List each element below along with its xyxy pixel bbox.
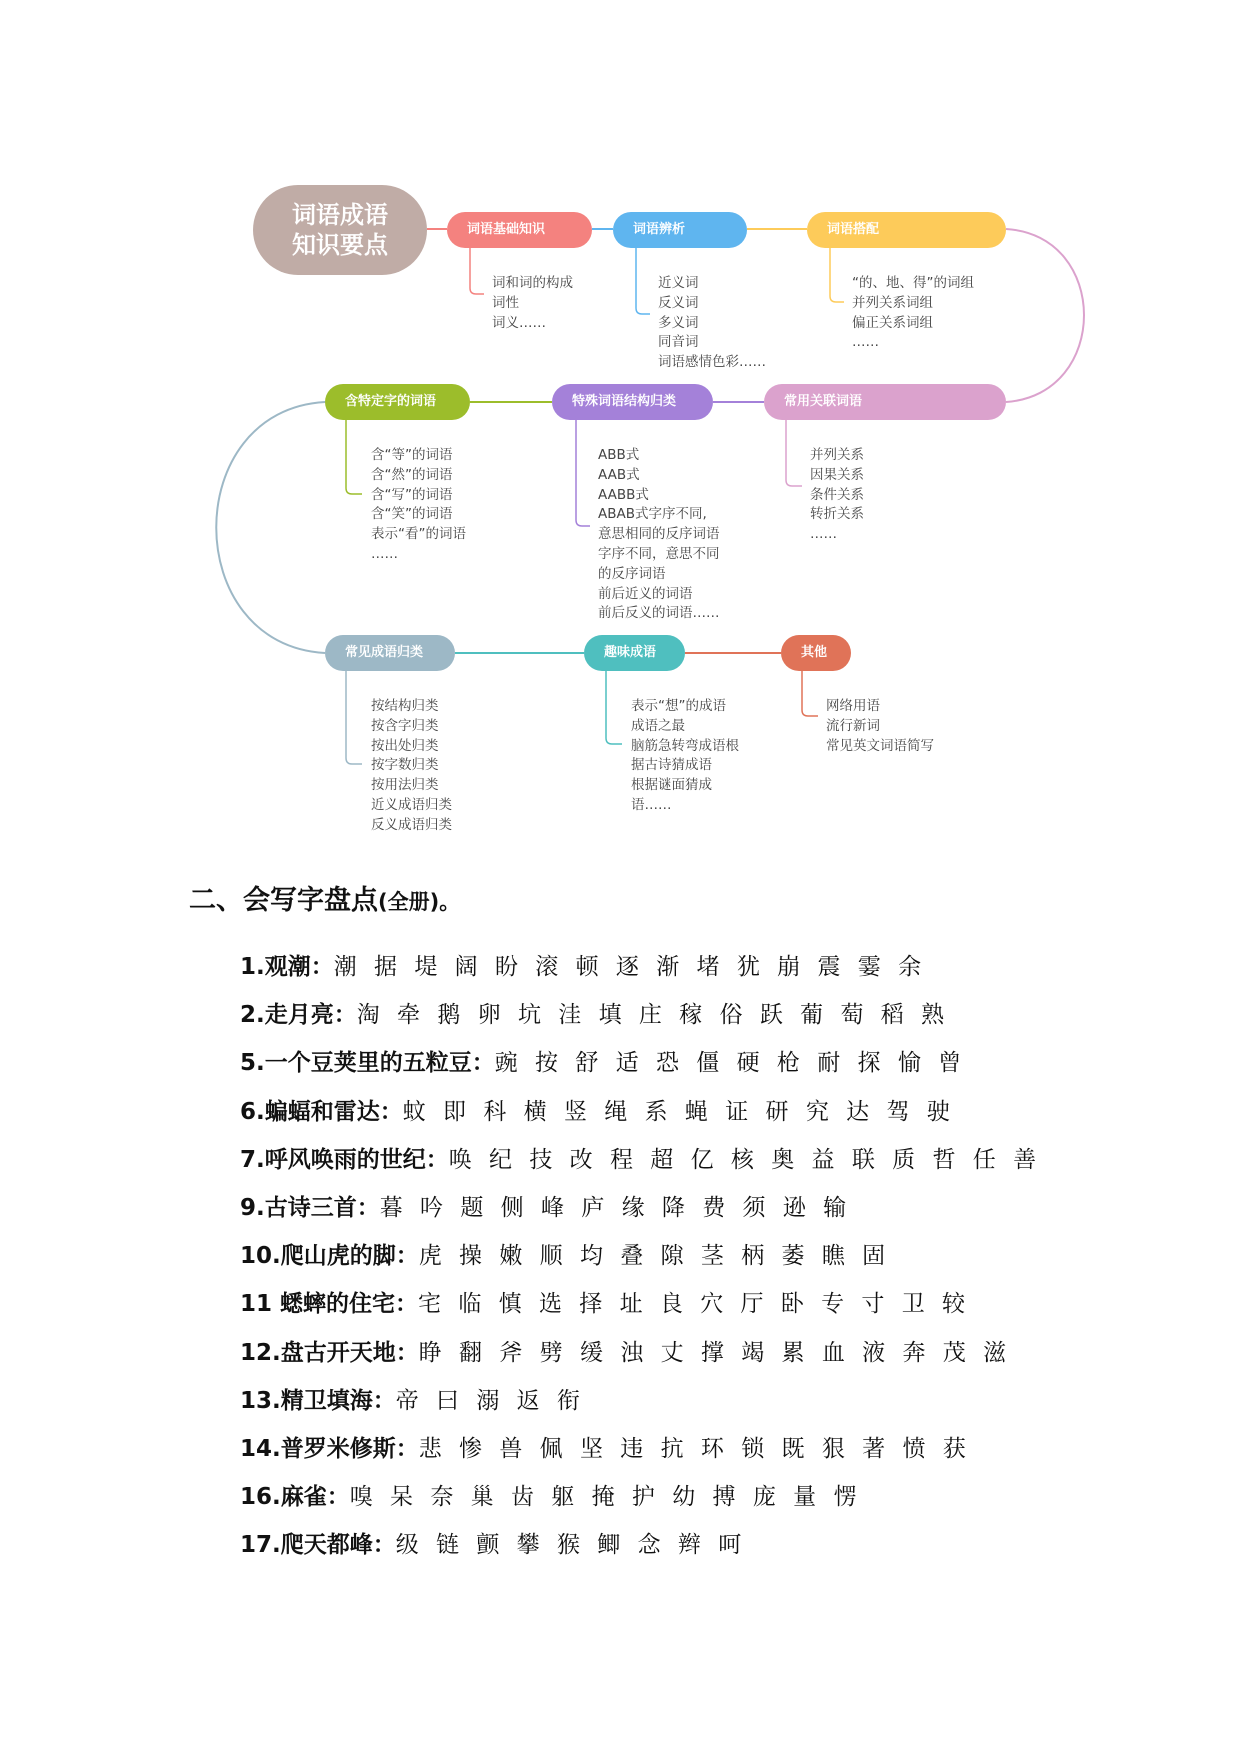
lesson-title: 17.爬天都峰： — [240, 1532, 396, 1559]
lesson-row — [240, 1093, 951, 1126]
lesson-title: 2.走月亮： — [240, 1002, 357, 1029]
lesson-title: 13.精卫填海： — [240, 1387, 396, 1414]
detail-item: 条件关系 — [810, 486, 864, 503]
detail-item: ABAB式字序不同, — [598, 506, 707, 523]
detail-item: 含“等”的词语 — [371, 447, 453, 463]
mindmap-node-details — [852, 274, 974, 353]
lesson-row — [240, 1044, 962, 1077]
detail-item: 近义词 — [658, 275, 699, 291]
lesson-title: 5.一个豆荚里的五粒豆： — [240, 1050, 495, 1077]
detail-item: 按用法归类 — [371, 777, 439, 794]
center-line-2: 知识要点 — [292, 231, 388, 259]
center-line-1: 词语成语 — [292, 201, 388, 229]
lesson-title: 7.呼风唤雨的世纪： — [240, 1146, 449, 1173]
mindmap-node-details — [810, 446, 864, 545]
mindmap-node: 特殊词语结构归类 — [552, 384, 713, 420]
detail-item: 含“笑”的词语 — [371, 506, 453, 523]
detail-item: 近义成语归类 — [371, 796, 452, 813]
mindmap-node-details — [658, 274, 766, 373]
mindmap-node: 常用关联词语 — [764, 384, 1006, 420]
detail-item: 字序不同，意思不同 — [598, 545, 720, 562]
detail-item: 根据谜面猜成 — [631, 777, 712, 794]
detail-item: 词义…… — [492, 314, 546, 331]
mindmap-node-details — [371, 697, 452, 836]
detail-item: 并列关系词组 — [852, 294, 933, 311]
detail-item: 脑筋急转弯成语根 — [631, 737, 739, 754]
detail-item: 据古诗猜成语 — [631, 757, 712, 774]
detail-item: 含“写”的词语 — [371, 486, 453, 503]
mindmap-node: 含特定字的词语 — [325, 384, 470, 420]
detail-item: 词语感情色彩…… — [658, 354, 766, 371]
lesson-characters: 帝 曰 溺 返 衔 — [395, 1387, 581, 1414]
detail-item: 前后反义的词语…… — [598, 605, 720, 622]
mindmap-node: 词语搭配 — [807, 212, 1006, 248]
lesson-row — [240, 1141, 1037, 1174]
lesson-characters: 宅 临 慎 选 择 址 良 穴 厅 卧 专 寸 卫 较 — [418, 1291, 967, 1318]
detail-item: 偏正关系词组 — [852, 314, 933, 331]
lesson-characters: 嗅 呆 奈 巢 齿 躯 掩 护 幼 搏 庞 量 愣 — [349, 1484, 858, 1511]
lesson-title: 1.观潮： — [240, 954, 334, 980]
section-title-text: 二、会写字盘点 — [189, 885, 378, 916]
mindmap-node-details — [598, 446, 720, 624]
lesson-characters: 淘 牵 鹅 卵 坑 洼 填 庄 稼 俗 跃 葡 萄 稻 熟 — [356, 1002, 946, 1029]
detail-item: 流行新词 — [826, 717, 880, 734]
detail-item: 多义词 — [658, 314, 699, 331]
detail-item: 的反序词语 — [598, 565, 666, 582]
detail-item: 反义词 — [658, 294, 699, 311]
lesson-row — [240, 1478, 857, 1511]
detail-item: 语…… — [631, 796, 672, 813]
lesson-characters: 悲 惨 兽 佩 坚 违 抗 环 锁 既 狠 著 愤 获 — [418, 1436, 967, 1462]
mindmap-node: 常见成语归类 — [325, 635, 455, 671]
lesson-title: 11 蟋蟀的住宅： — [240, 1291, 419, 1318]
lesson-row — [240, 1189, 847, 1222]
detail-item: 转折关系 — [810, 506, 864, 523]
detail-item: …… — [852, 334, 879, 351]
lesson-characters: 豌 按 舒 适 恐 僵 硬 枪 耐 探 愉 曾 — [494, 1050, 963, 1077]
detail-item: AAB式 — [598, 466, 640, 483]
lesson-row — [240, 1430, 967, 1463]
lesson-row — [240, 1285, 966, 1318]
detail-item: 按出处归类 — [371, 737, 439, 754]
lesson-characters: 潮 据 堤 阔 盼 滚 顿 逐 渐 堵 犹 崩 震 霎 余 — [333, 954, 923, 980]
detail-item: 常见英文词语简写 — [826, 737, 934, 754]
mindmap-node-details — [631, 697, 739, 816]
lesson-characters: 级 链 颤 攀 猴 鲫 念 辫 呵 — [395, 1532, 743, 1559]
detail-item: 词和词的构成 — [492, 275, 573, 291]
detail-item: 按含字归类 — [371, 717, 439, 734]
lesson-row — [240, 948, 922, 981]
detail-item: 网络用语 — [826, 698, 880, 714]
mindmap-node-details — [826, 697, 934, 756]
mindmap-center-node — [253, 185, 427, 275]
mindmap-node: 词语辨析 — [613, 212, 747, 248]
lesson-row — [240, 1334, 1007, 1367]
detail-item: 表示“想”的成语 — [631, 698, 726, 714]
lesson-characters: 唤 纪 技 改 程 超 亿 核 奥 益 联 质 哲 任 善 — [448, 1146, 1038, 1173]
section-title — [189, 878, 460, 917]
lesson-row — [240, 1382, 581, 1415]
lesson-characters: 虎 操 嫩 顺 均 叠 隙 茎 柄 萎 瞧 固 — [418, 1243, 887, 1270]
lesson-title: 12.盘古开天地： — [240, 1339, 419, 1366]
lesson-title: 6.蝙蝠和雷达： — [240, 1098, 403, 1125]
detail-item: 前后近义的词语 — [598, 585, 693, 602]
section-title-suffix: (全册)。 — [378, 890, 461, 914]
lesson-row — [240, 1237, 886, 1270]
detail-item: 按字数归类 — [371, 757, 439, 774]
detail-item: …… — [810, 526, 837, 543]
detail-item: 成语之最 — [631, 717, 685, 734]
lesson-title: 9.古诗三首： — [240, 1195, 380, 1221]
lesson-row — [240, 996, 945, 1029]
mindmap-node: 其他 — [781, 635, 851, 671]
lesson-characters: 睁 翻 斧 劈 缓 浊 丈 撑 竭 累 血 液 奔 茂 滋 — [418, 1339, 1008, 1366]
lesson-row — [240, 1526, 742, 1559]
detail-item: 因果关系 — [810, 466, 864, 483]
detail-item: 词性 — [492, 294, 519, 311]
lesson-characters: 暮 吟 题 侧 峰 庐 缘 降 费 须 逊 输 — [379, 1195, 848, 1221]
detail-item: 同音词 — [658, 334, 699, 351]
detail-item: 意思相同的反序词语 — [598, 526, 720, 543]
detail-item: …… — [371, 545, 398, 562]
detail-item: 按结构归类 — [371, 698, 439, 714]
mindmap-node: 词语基础知识 — [447, 212, 592, 248]
detail-item: 并列关系 — [810, 447, 864, 463]
detail-item: 含“然”的词语 — [371, 466, 453, 483]
detail-item: 表示“看”的词语 — [371, 526, 466, 543]
lesson-title: 14.普罗米修斯： — [240, 1436, 419, 1462]
mindmap-node: 趣味成语 — [584, 635, 685, 671]
detail-item: ABB式 — [598, 447, 640, 463]
detail-item: “的、地、得”的词组 — [852, 275, 974, 291]
lesson-title: 10.爬山虎的脚： — [240, 1243, 419, 1270]
detail-item: 反义成语归类 — [371, 816, 452, 833]
detail-item: AABB式 — [598, 486, 649, 503]
lesson-characters: 蚊 即 科 横 竖 绳 系 蝇 证 研 究 达 驾 驶 — [402, 1098, 951, 1125]
mindmap-node-details — [492, 274, 573, 333]
lesson-title: 16.麻雀： — [240, 1484, 350, 1511]
mindmap-node-details — [371, 446, 466, 565]
